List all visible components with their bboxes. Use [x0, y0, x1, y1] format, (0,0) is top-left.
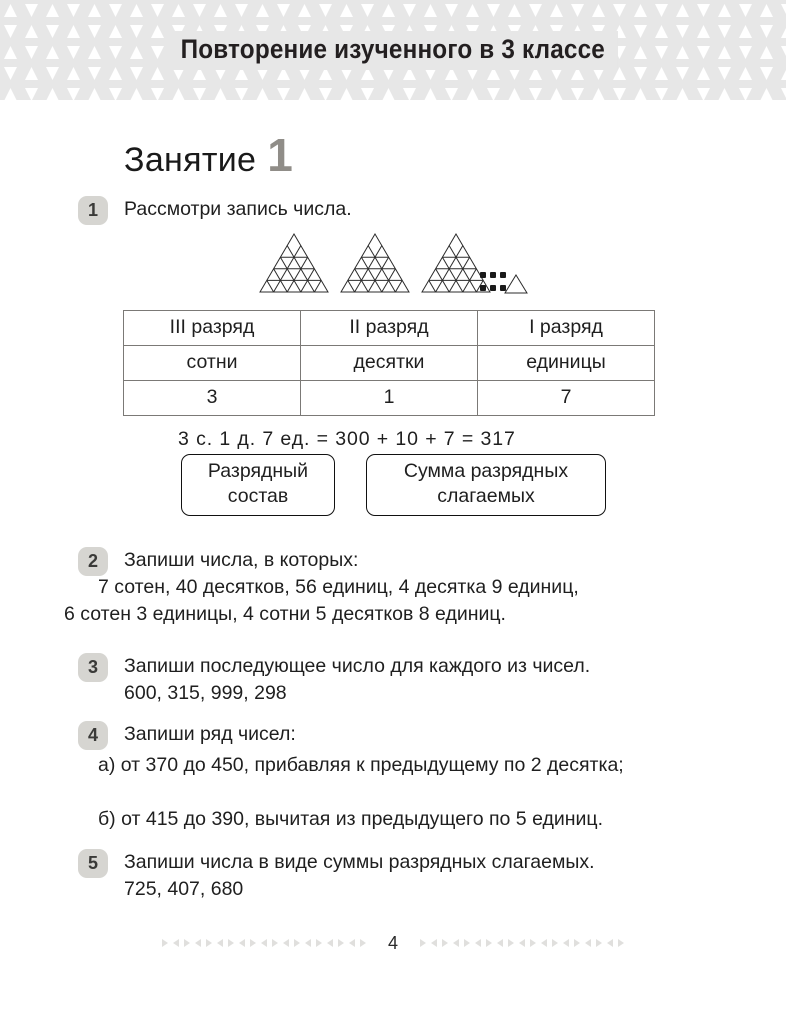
exercise-5-line-1: Запиши числа в виде суммы разрядных слагаемых. [124, 851, 595, 873]
unit-dot [480, 285, 486, 291]
exercise-2-line-2: 7 сотен, 40 десятков, 56 единиц, 4 десятка 9 единиц, [98, 576, 579, 598]
footer-ornament-triangle [217, 939, 223, 947]
exercise-number-badge-3: 3 [78, 653, 108, 682]
exercise-3-text [124, 653, 744, 707]
table-row [124, 381, 655, 416]
table-cell-hundreds-value: 3 [124, 381, 301, 416]
footer-ornament-triangle [486, 939, 492, 947]
page-header-band [0, 0, 786, 100]
exercise-4-item-a: а) от 370 до 450, прибавляя к предыдущему по 2 десятка; [98, 754, 624, 776]
footer-ornament-triangle [475, 939, 481, 947]
page-title: Повторение изученного в 3 классе [168, 31, 618, 70]
table-cell-units-label: единицы [478, 346, 655, 381]
place-value-table [123, 310, 655, 416]
table-cell-rank-2: II разряд [301, 311, 478, 346]
exercise-3-line-2: 600, 315, 999, 298 [124, 682, 287, 704]
footer-ornament-triangle [618, 939, 624, 947]
footer-ornament-triangle [206, 939, 212, 947]
exercise-1-line-1: Рассмотри запись числа. [124, 198, 352, 220]
exercise-number-badge-5: 5 [78, 849, 108, 878]
exercise-number-badge-1: 1 [78, 196, 108, 225]
exercise-4-item-b: б) от 415 до 390, вычитая из предыдущего по 5 единиц. [98, 808, 604, 830]
table-cell-rank-1: I разряд [478, 311, 655, 346]
exercise-number-badge-4: 4 [78, 721, 108, 750]
footer-ornament-triangle [442, 939, 448, 947]
footer-ornament-triangle [508, 939, 514, 947]
exercise-2-text [124, 547, 724, 574]
footer-ornament-triangle [585, 939, 591, 947]
footer-ornament-triangle [162, 939, 168, 947]
footer-ornament-triangle [563, 939, 569, 947]
exercise-4-line-1: Запиши ряд чисел: [124, 723, 296, 745]
lesson-title [124, 129, 293, 181]
footer-ornament-triangle [272, 939, 278, 947]
unit-dot [480, 272, 486, 278]
unit-dot [500, 285, 506, 291]
place-value-figure [258, 232, 538, 294]
exercise-5-line-2: 725, 407, 680 [124, 878, 244, 900]
unit-dot [500, 272, 506, 278]
footer-ornament-triangle [283, 939, 289, 947]
footer-ornament-triangle [519, 939, 525, 947]
exercise-1-text [124, 196, 724, 223]
footer-ornament-triangle [338, 939, 344, 947]
table-cell-hundreds-label: сотни [124, 346, 301, 381]
exercise-2-line-1: Запиши числа, в которых: [124, 549, 359, 571]
footer-ornament-triangle [228, 939, 234, 947]
header-title-container [0, 0, 786, 100]
table-cell-units-value: 7 [478, 381, 655, 416]
table-cell-tens-value: 1 [301, 381, 478, 416]
footer-ornament-triangle [596, 939, 602, 947]
footer-ornament-triangle [453, 939, 459, 947]
page-footer [0, 928, 786, 958]
hundreds-triangle-2 [339, 232, 411, 294]
hundreds-triangle-1 [258, 232, 330, 294]
footer-ornament-triangle [464, 939, 470, 947]
footer-ornament-triangle [552, 939, 558, 947]
unit-dot [490, 272, 496, 278]
exercise-5-text [124, 849, 744, 903]
exercise-3-line-1: Запиши последующее число для каждого из чисел. [124, 655, 591, 677]
table-cell-rank-3: III разряд [124, 311, 301, 346]
footer-ornament-triangle [607, 939, 613, 947]
footer-ornament-triangle [497, 939, 503, 947]
footer-ornament-triangle [305, 939, 311, 947]
lesson-title-word: Занятие [124, 141, 257, 179]
footer-ornament-triangle [574, 939, 580, 947]
footer-ornament-triangle [294, 939, 300, 947]
table-row [124, 311, 655, 346]
callout-digit-composition: Разрядный состав [181, 454, 335, 516]
footer-ornament-triangle [360, 939, 366, 947]
footer-ornament-triangle [261, 939, 267, 947]
footer-ornament-triangle [420, 939, 426, 947]
table-cell-tens-label: десятки [301, 346, 478, 381]
footer-ornament-triangle [327, 939, 333, 947]
exercise-number-badge-2: 2 [78, 547, 108, 576]
footer-ornament-triangle [184, 939, 190, 947]
place-value-equation: 3 с. 1 д. 7 ед. = 300 + 10 + 7 = 317 [178, 428, 516, 450]
exercise-2-text-continued [64, 574, 724, 628]
footer-ornament-left [162, 939, 366, 947]
table-row [124, 346, 655, 381]
units-dot-group [480, 272, 514, 294]
callout-sum-of-place-values: Сумма разрядных слагаемых [366, 454, 606, 516]
footer-ornament-triangle [349, 939, 355, 947]
footer-ornament-triangle [316, 939, 322, 947]
footer-ornament-triangle [195, 939, 201, 947]
footer-ornament-right [420, 939, 624, 947]
footer-ornament-triangle [431, 939, 437, 947]
unit-dot [490, 285, 496, 291]
exercise-2-line-3: 6 сотен 3 единицы, 4 сотни 5 десятков 8 единиц. [64, 603, 506, 625]
lesson-title-number: 1 [267, 129, 293, 181]
footer-ornament-triangle [239, 939, 245, 947]
page-number: 4 [387, 932, 398, 953]
exercise-4-text [124, 721, 724, 748]
footer-ornament-triangle [173, 939, 179, 947]
footer-ornament-triangle [541, 939, 547, 947]
footer-ornament-triangle [250, 939, 256, 947]
footer-ornament-triangle [530, 939, 536, 947]
